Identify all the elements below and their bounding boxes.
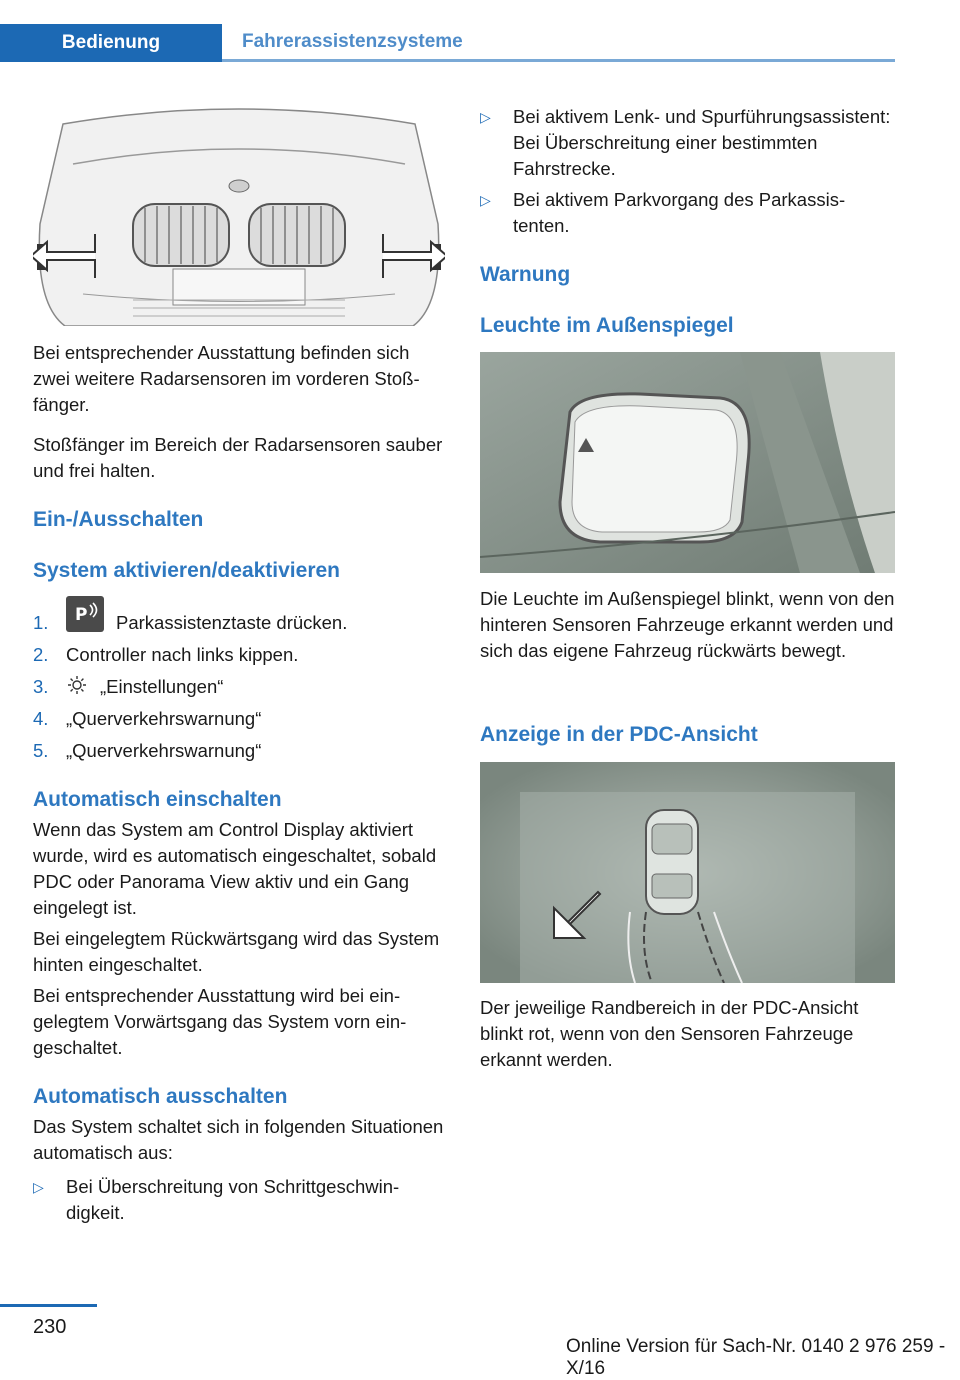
step-text: „Querverkehrswarnung“ — [66, 708, 262, 729]
step-number: 5. — [33, 740, 49, 761]
bullet-item — [480, 104, 895, 182]
page-number: 230 — [33, 1316, 67, 1338]
heading-system-aktivieren: System aktivieren/deaktivieren — [33, 559, 341, 582]
bullet-item — [480, 187, 895, 239]
tab-bedienung: Bedienung — [0, 24, 222, 62]
step-number: 1. — [33, 612, 49, 633]
bullet-item — [33, 1174, 445, 1226]
auto-aus-paragraph: Das System schaltet sich in folgenden Situationen automatisch aus: — [33, 1116, 444, 1163]
heading-ein-ausschalten: Ein-/Ausschalten — [33, 508, 204, 531]
bullet-triangle-icon: ▷ — [33, 1179, 44, 1195]
step-text: „Einstellungen“ — [100, 676, 224, 697]
step-number: 2. — [33, 644, 49, 665]
bullet-text: Bei aktivem Lenk- und Spurführungsassistent: Bei Überschreitung einer bestimmten Fahrstrecke. — [513, 106, 891, 179]
parking-assist-button-icon — [66, 596, 104, 632]
bullet-triangle-icon: ▷ — [480, 109, 491, 125]
tab-fahrerassistenzsysteme: Fahrerassistenzsysteme — [222, 24, 895, 62]
gear-settings-icon — [66, 674, 90, 698]
online-version: Online Version für Sach-Nr. 0140 2 976 259 - X/16 — [566, 1336, 946, 1379]
step-2 — [33, 642, 445, 668]
bullet-triangle-icon: ▷ — [480, 192, 491, 208]
step-text: „Querverkehrswarnung“ — [66, 740, 262, 761]
auto-ein-paragraph-2: Bei eingelegtem Rückwärtsgang wird das System hinten eingeschaltet. — [33, 928, 440, 975]
heading-automatisch-einschalten: Automatisch einschalten — [33, 788, 282, 811]
front-bumper-radar-figure — [33, 104, 445, 326]
svg-text:P: P — [75, 605, 88, 625]
bullet-text: Bei Überschreitung von Schrittgeschwindigkeit. — [66, 1176, 400, 1223]
step-4 — [33, 706, 445, 732]
step-number: 3. — [33, 676, 49, 697]
step-3 — [33, 674, 445, 700]
header-tabs — [0, 24, 895, 62]
step-5 — [33, 738, 445, 764]
auto-ein-paragraph-3: Bei entsprechender Ausstattung wird bei eingelegtem Vorwärtsgang das System vorn eingeschaltet. — [33, 985, 407, 1058]
step-text: Controller nach links kippen. — [66, 644, 299, 665]
heading-automatisch-ausschalten: Automatisch ausschalten — [33, 1085, 288, 1108]
bumper-clean-paragraph: Stoßfänger im Bereich der Radarsensoren sauber und frei halten. — [33, 434, 443, 481]
footer-line — [0, 1304, 97, 1307]
heading-pdc-ansicht: Anzeige in der PDC-Ansicht — [480, 723, 758, 746]
pdc-paragraph: Der jeweilige Randbereich in der PDC-Ansicht blinkt rot, wenn von den Sensoren Fahrzeuge erkannt werden. — [480, 997, 859, 1070]
heading-warnung: Warnung — [480, 263, 571, 286]
step-text: Parkassistenztaste drücken. — [116, 612, 348, 633]
auto-ein-paragraph-1: Wenn das System am Control Display aktiviert wurde, wird es automatisch eingeschaltet, sobald PDC oder Panorama View aktiv und ein Gang eingelegt ist. — [33, 819, 437, 918]
pdc-view-figure — [480, 762, 895, 983]
heading-leuchte-aussenspiegel: Leuchte im Außenspiegel — [480, 314, 734, 337]
step-1 — [33, 605, 445, 636]
radar-sensor-paragraph: Bei entsprechender Ausstattung befinden sich zwei weitere Radarsensoren im vorderen Stoßfänger. — [33, 342, 420, 415]
bullet-text: Bei aktivem Parkvorgang des Parkassistenten. — [513, 189, 846, 236]
leuchte-paragraph: Die Leuchte im Außenspiegel blinkt, wenn von den hinteren Sensoren Fahrzeuge erkannt werden und sich das eigene Fahrzeug rückwärts bewegt. — [480, 588, 895, 661]
step-number: 4. — [33, 708, 49, 729]
side-mirror-figure — [480, 352, 895, 573]
